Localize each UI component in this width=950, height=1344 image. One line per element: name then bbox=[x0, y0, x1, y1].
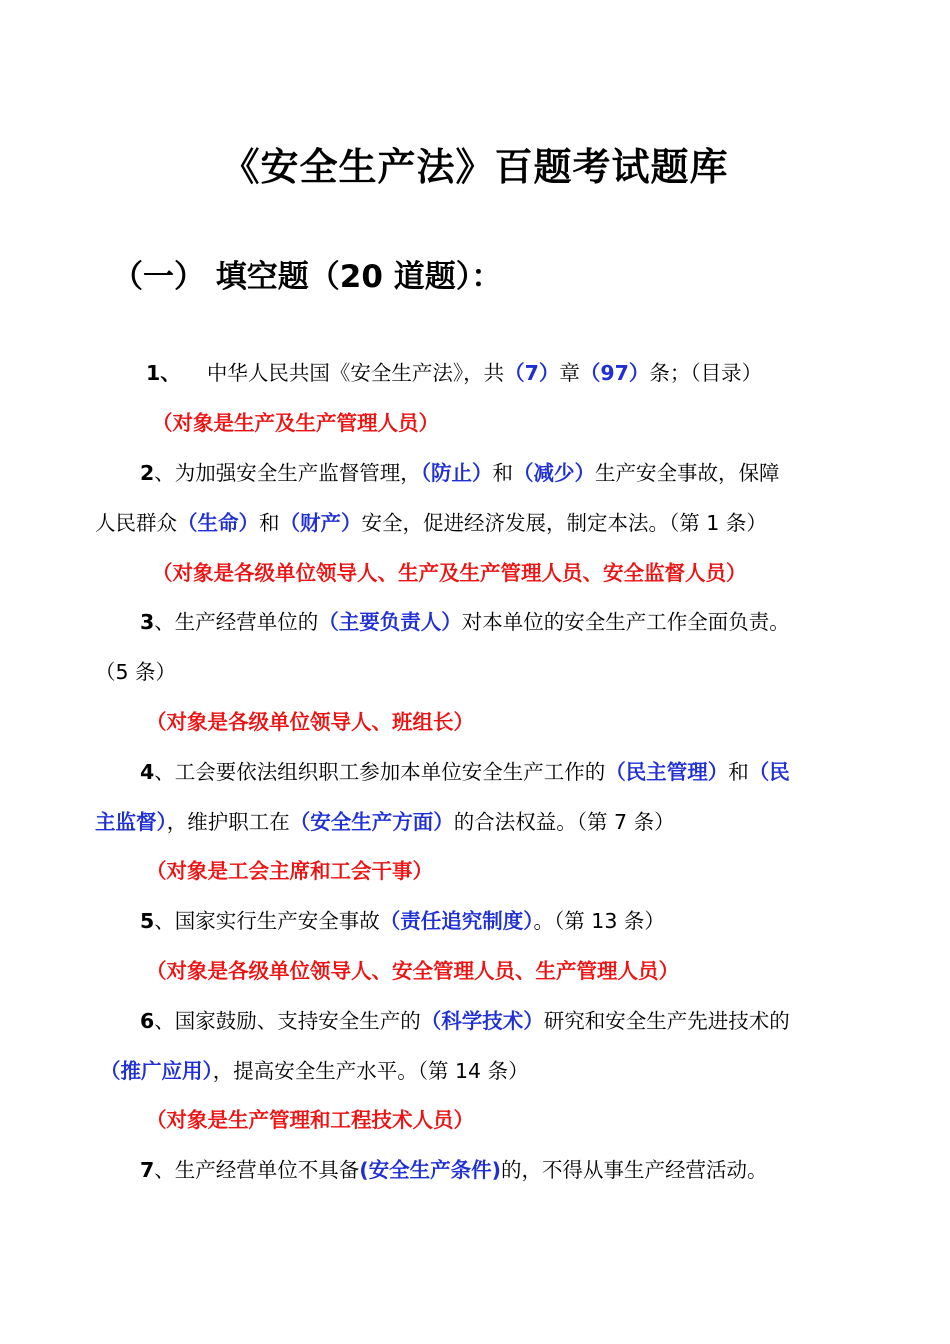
question-3-continued: （5 条） bbox=[95, 660, 177, 684]
answer: （民主管理） bbox=[605, 760, 729, 784]
question-number: 3 bbox=[140, 610, 155, 634]
audience-note: （对象是生产及生产管理人员） bbox=[152, 411, 439, 435]
question-6-continued: （推广应用），提高安全生产水平。（第 14 条） bbox=[100, 1059, 529, 1083]
answer: （安全生产方面） bbox=[289, 810, 454, 834]
answer: （减少） bbox=[513, 461, 596, 485]
question-number: 2 bbox=[140, 461, 155, 485]
audience-note: （对象是生产管理和工程技术人员） bbox=[146, 1108, 474, 1132]
audience-note: （对象是工会主席和工会干事） bbox=[146, 859, 433, 883]
question-number: 7 bbox=[140, 1158, 155, 1182]
answer: （7） bbox=[504, 361, 560, 385]
answer: （主要负责人） bbox=[318, 610, 462, 634]
answer: （防止） bbox=[420, 461, 493, 485]
answer: （财产） bbox=[279, 511, 362, 535]
question-3: 3、生产经营单位的（主要负责人）对本单位的安全生产工作全面负责。 bbox=[140, 610, 790, 634]
question-number: 1、 bbox=[146, 361, 181, 385]
question-number: 5 bbox=[140, 909, 155, 933]
audience-note: （对象是各级单位领导人、安全管理人员、生产管理人员） bbox=[146, 959, 679, 983]
question-6: 6、国家鼓励、支持安全生产的（科学技术）研究和安全生产先进技术的 bbox=[140, 1009, 790, 1033]
answer: （责任追究制度） bbox=[379, 909, 534, 933]
answer: （生命） bbox=[177, 511, 259, 535]
question-number: 4 bbox=[140, 760, 155, 784]
audience-note: （对象是各级单位领导人、生产及生产管理人员、安全监督人员） bbox=[152, 561, 747, 585]
answer: （科学技术） bbox=[420, 1009, 544, 1033]
answer: （推广应用） bbox=[100, 1059, 213, 1083]
question-7: 7、生产经营单位不具备(安全生产条件)的，不得从事生产经营活动。 bbox=[140, 1158, 768, 1182]
question-2: 2、为加强安全生产监督管理，（防止）和（减少）生产安全事故，保障 bbox=[140, 461, 780, 485]
document-title: 《安全生产法》百题考试题库 bbox=[221, 145, 729, 189]
question-1: 1、 中华人民共国《安全生产法》，共（7）章（97）条；（目录） bbox=[146, 361, 763, 385]
answer: （97） bbox=[579, 361, 650, 385]
answer: 主监督） bbox=[95, 810, 167, 834]
question-2-continued: 人民群众（生命）和（财产）安全，促进经济发展，制定本法。（第 1 条） bbox=[95, 511, 767, 535]
audience-note: （对象是各级单位领导人、班组长） bbox=[146, 710, 474, 734]
answer: (安全生产条件) bbox=[359, 1158, 502, 1182]
section-heading: （一） 填空题（20 道题）： bbox=[112, 259, 503, 295]
question-5: 5、国家实行生产安全事故（责任追究制度）。（第 13 条） bbox=[140, 909, 665, 933]
answer: （民 bbox=[748, 760, 790, 784]
question-4-continued: 主监督），维护职工在（安全生产方面）的合法权益。（第 7 条） bbox=[95, 810, 675, 834]
question-4: 4、工会要依法组织职工参加本单位安全生产工作的（民主管理）和（民 bbox=[140, 760, 790, 784]
question-number: 6 bbox=[140, 1009, 155, 1033]
